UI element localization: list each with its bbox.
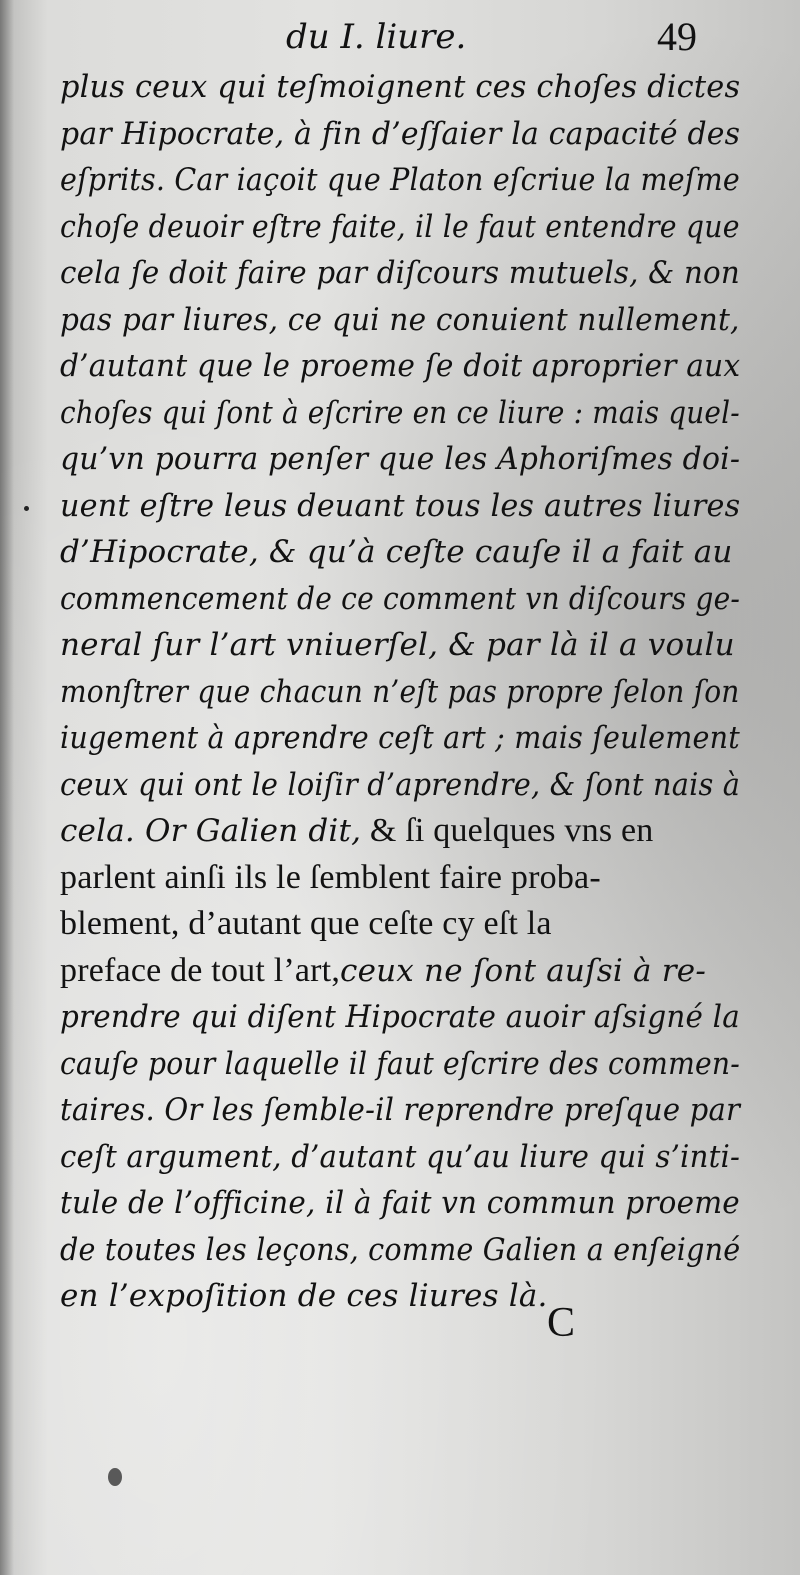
text-line-5: cela ſe doit faire par diſcours mutuels, & non [60,255,740,291]
page-number: 49 [657,14,697,59]
text-line-18: parlent ainſi ils le ſemblent faire proba- [60,858,601,896]
ink-blot [108,1468,122,1486]
text-line-12: commencement de ce comment vn diſcours ge- [60,580,741,617]
text-line-1: plus ceux qui teſmoignent ces choſes dictes [60,69,741,105]
text-line-25: tule de l’officine, il à fait vn commun proeme [60,1185,740,1221]
page-header [0,14,800,66]
text-line-9: qu’vn pourra penſer que les Aphoriſmes doi- [60,441,741,477]
text-line-16: ceux qui ont le loiſir d’aprendre, & ſont nais à [60,766,741,803]
gutter-shadow [0,0,14,1575]
text-line-8: choſes qui ſont à eſcrire en ce liure : mais quel- [60,394,740,431]
text-line-20-roman: preface de tout l’art, [60,951,341,989]
text-line-14: monſtrer que chacun n’eſt pas propre ſelon ſon [60,673,740,710]
ink-speck [24,506,29,511]
text-line-6: pas par liures, ce qui ne conuient nullement, [60,301,740,338]
text-line-21: prendre qui diſent Hipocrate auoir aſsigné la [60,999,740,1035]
text-line-10: uent eſtre leus deuant tous les autres liures [60,487,741,524]
text-line-17 [60,808,740,855]
text-line-22: cauſe pour laquelle il faut eſcrire des commen- [60,1045,741,1082]
text-line-17-italic: cela. Or Galien dit, [60,813,362,849]
text-line-15: iugement à aprendre ceſt art ; mais ſeulement [60,720,740,756]
text-line-19: blement, d’autant que ceſte cy eſt la [60,905,552,942]
text-line-4: choſe deuoir eſtre faite, il le faut entendre que [60,208,740,245]
text-line-3: eſprits. Car iaçoit que Platon eſcriue la meſme [60,162,740,198]
body-text [60,64,740,1320]
text-line-11: d’Hipocrate, & qu’à ceſte cauſe il a fait au [60,534,733,570]
text-line-27: en l’expoſition de ces liures là. [60,1278,548,1314]
text-line-20 [60,948,740,995]
text-line-13: neral ſur l’art vniuerſel, & par là il a voulu [60,627,735,663]
text-line-7: d’autant que le proeme ſe doit aproprier aux [60,348,741,384]
text-line-23: taires. Or les ſemble-il reprendre preſque par [60,1092,741,1128]
text-line-26: de toutes les leçons, comme Galien a enſeigné [60,1231,741,1268]
running-head: du I. liure. [286,17,467,57]
text-line-2: par Hipocrate, à fin d’eſſaier la capacité des [60,115,741,152]
text-line-24: ceſt argument, d’autant qu’au liure qui s’inti- [60,1138,741,1175]
signature-mark: C [547,1300,576,1346]
text-line-17-roman: & ſi quelques vns en [361,812,654,849]
text-line-20-italic: ceux ne ſont auſsi à re- [340,952,706,989]
